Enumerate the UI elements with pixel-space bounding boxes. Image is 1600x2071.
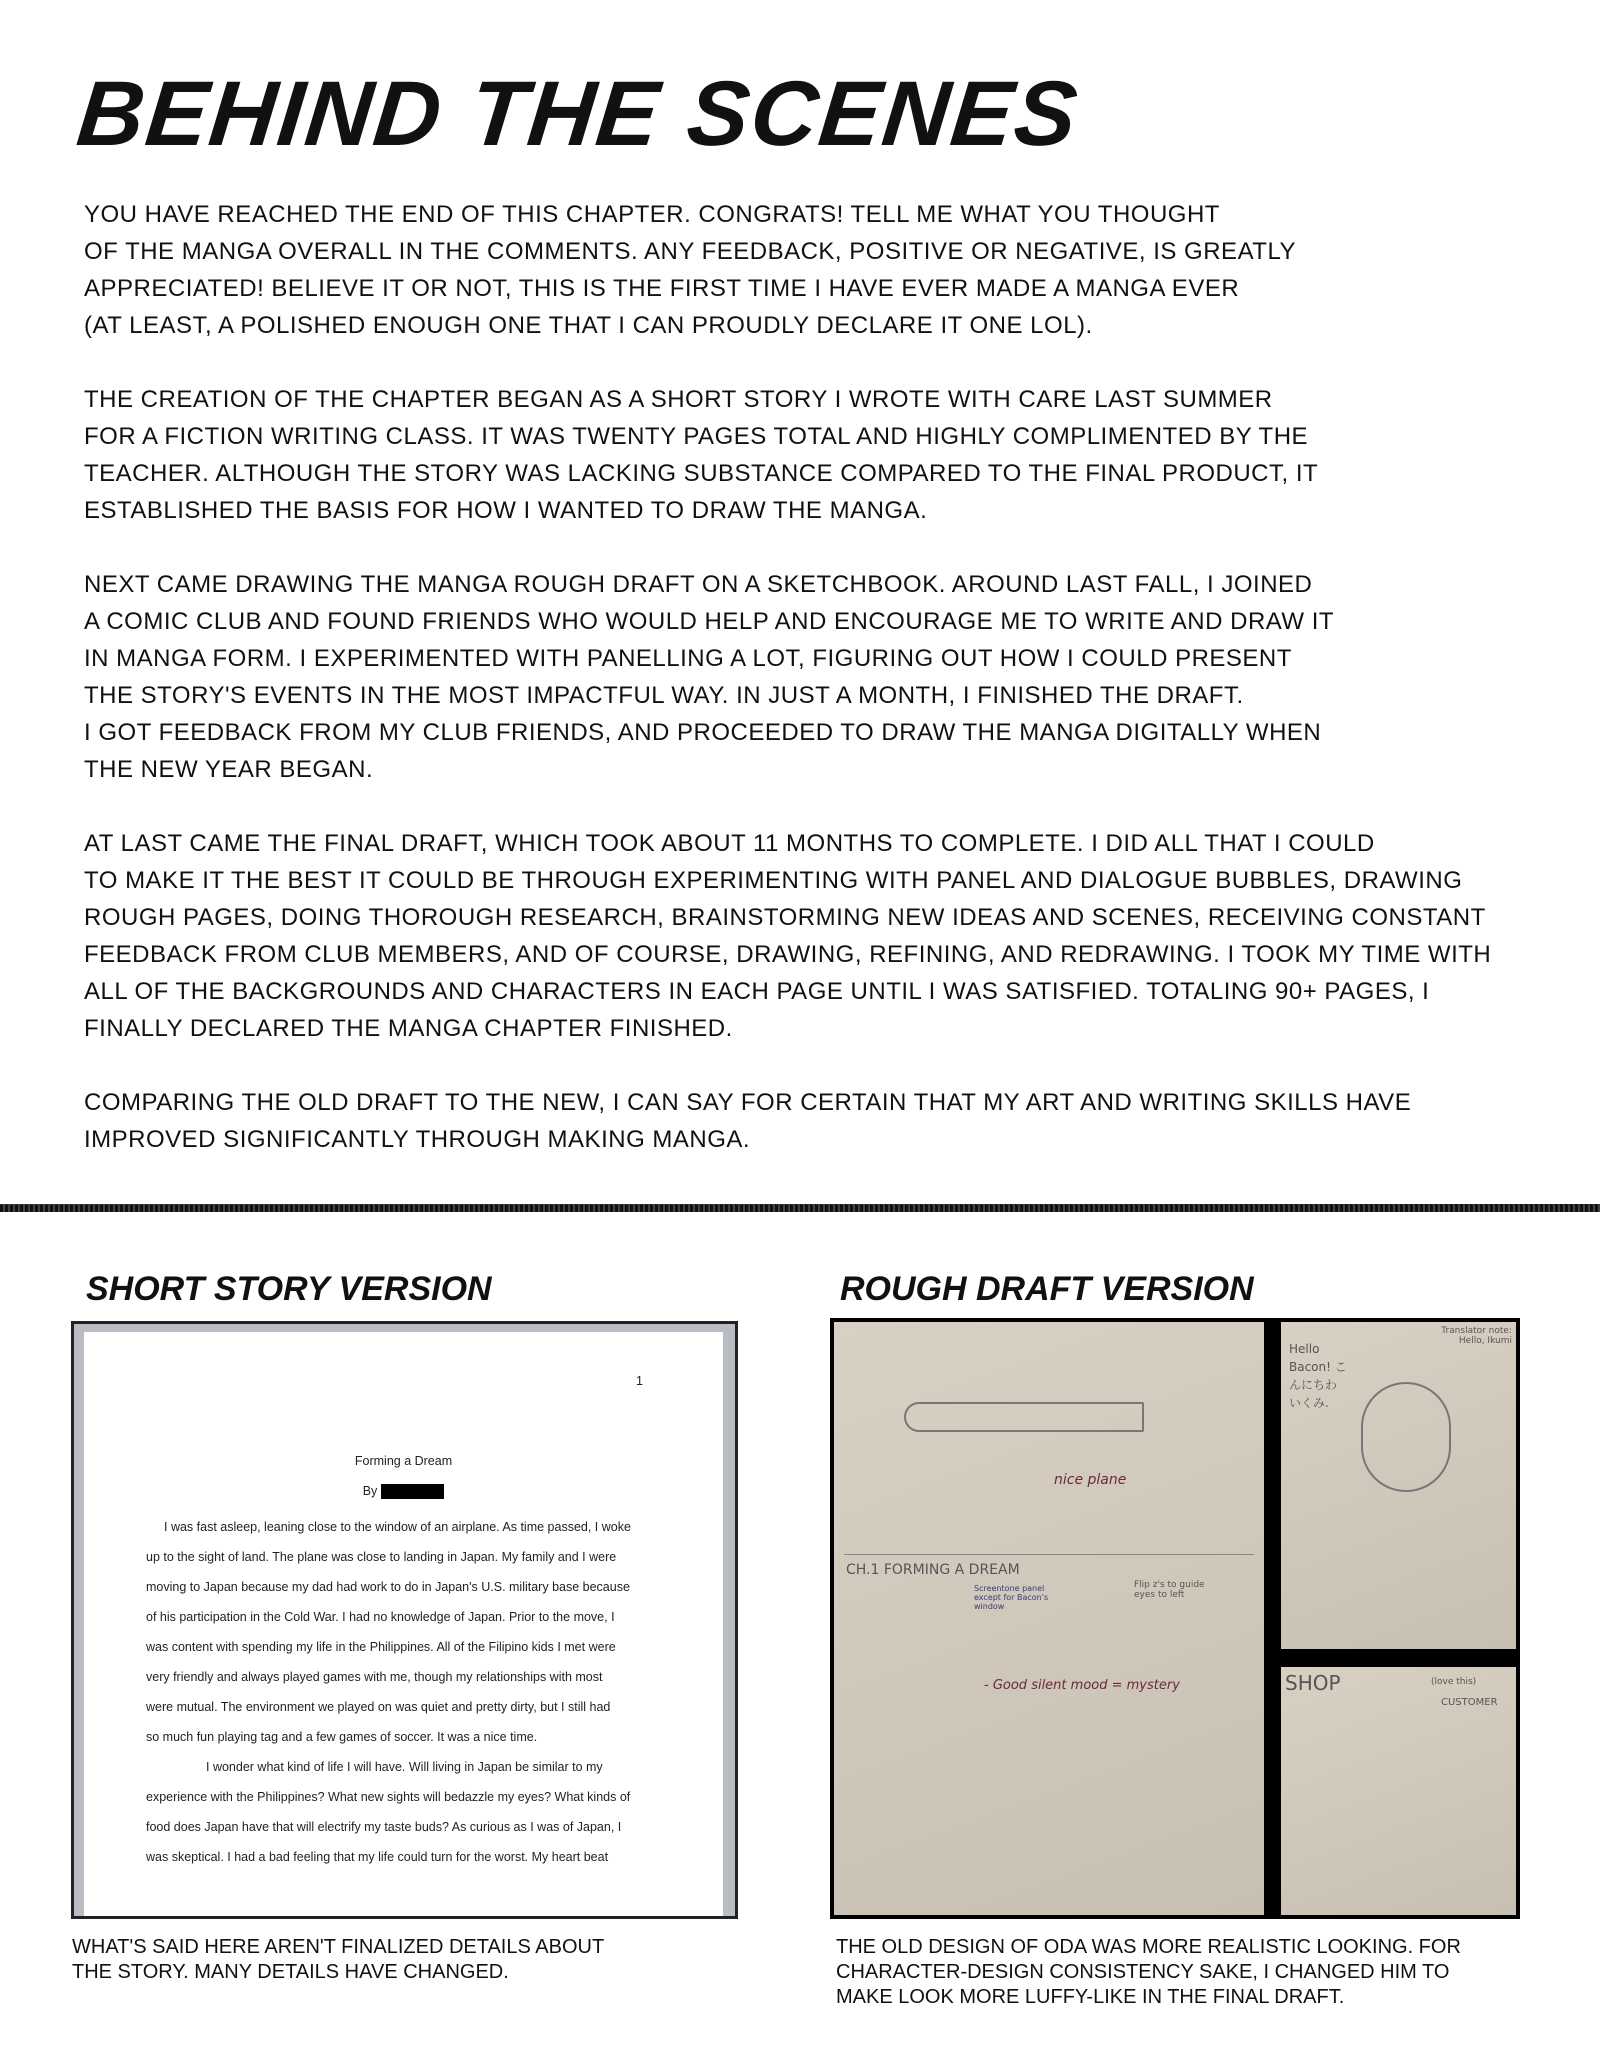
page-title: BEHIND THE SCENES (72, 63, 1084, 165)
rough-draft-image (830, 1318, 1520, 1919)
doc-line: I wonder what kind of life I will have. Will living in Japan be similar to my (206, 1760, 603, 1774)
redacted-name (381, 1484, 444, 1499)
note: - Good silent mood = mystery (984, 1678, 1180, 1693)
short-story-image (71, 1321, 738, 1919)
note: CH.1 FORMING A DREAM (846, 1562, 1020, 1578)
doc-line: up to the sight of land. The plane was close to landing in Japan. My family and I were (146, 1550, 617, 1564)
divider (0, 1204, 1600, 1212)
note: CUSTOMER (1441, 1697, 1498, 1708)
doc-text (146, 1512, 631, 1872)
doc-line: experience with the Philippines? What new sights will bedazzle my eyes? What kinds of (146, 1790, 631, 1804)
note: SHOP (1285, 1671, 1341, 1695)
doc-line: very friendly and always played games with me, though my relationships with most (146, 1670, 603, 1684)
note: nice plane (1054, 1472, 1127, 1488)
note: Translator note: Hello, Ikumi (1441, 1326, 1512, 1346)
doc-by: By (362, 1484, 378, 1498)
short-story-caption: WHAT'S SAID HERE AREN'T FINALIZED DETAILS ABOUT THE STORY. MANY DETAILS HAVE CHANGED. (72, 1936, 605, 1983)
sketch-page-left (834, 1322, 1264, 1915)
doc-title: Forming a Dream (354, 1454, 453, 1468)
doc-line: was skeptical. I had a bad feeling that my life could turn for the worst. My heart beat (146, 1850, 609, 1864)
short-story-heading: SHORT STORY VERSION (86, 1270, 492, 1308)
doc-line: was content with spending my life in the Philippines. All of the Filipino kids I met were (146, 1640, 616, 1654)
doc-line: so much fun playing tag and a few games of soccer. It was a nice time. (146, 1730, 538, 1744)
article-body (84, 196, 1544, 1195)
doc-line: of his participation in the Cold War. I had no knowledge of Japan. Prior to the move, I (146, 1610, 615, 1624)
page-number: 1 (636, 1374, 643, 1388)
sketch-panel-character (1281, 1322, 1516, 1649)
paragraph: NEXT CAME DRAWING THE MANGA ROUGH DRAFT ON A SKETCHBOOK. AROUND LAST FALL, I JOINED A COMIC CLUB AND FOUND FRIENDS WHO WOULD HELP AND ENCOURAGE ME TO WRITE AND DRAW IT IN MANGA FORM. I EXPERIMENTED WITH PANELLING A LOT, FIGURING OUT HOW I COULD PRESENT THE STORY'S EVENTS IN THE MOST IMPACTFUL WAY. IN JUST A MONTH, I FINISHED THE DRAFT. I GOT FEEDBACK FROM MY CLUB FRIENDS, AND PROCEEDED TO DRAW THE MANGA DIGITALLY WHEN THE NEW YEAR BEGAN. (84, 571, 1335, 783)
paragraph: COMPARING THE OLD DRAFT TO THE NEW, I CAN SAY FOR CERTAIN THAT MY ART AND WRITING SKILLS HAVE IMPROVED SIGNIFICANTLY THROUGH MAKING MANGA. (84, 1089, 1412, 1153)
rough-draft-heading: ROUGH DRAFT VERSION (840, 1270, 1254, 1308)
note: (love this) (1431, 1677, 1477, 1687)
doc-line: I was fast asleep, leaning close to the window of an airplane. As time passed, I woke (164, 1520, 631, 1534)
panel-border (844, 1554, 1254, 1555)
note: Flip z's to guide eyes to left (1134, 1580, 1205, 1600)
doc-line: were mutual. The environment we played on was quiet and pretty dirty, but I still had (146, 1700, 611, 1714)
rough-draft-caption: THE OLD DESIGN OF ODA WAS MORE REALISTIC LOOKING. FOR CHARACTER-DESIGN CONSISTENCY SAKE, I CHANGED HIM TO MAKE LOOK MORE LUFFY-LIKE IN THE FINAL DRAFT. (836, 1936, 1461, 2008)
note: Screentone panel except for Bacon's window (974, 1584, 1049, 1611)
paragraph: YOU HAVE REACHED THE END OF THIS CHAPTER. CONGRATS! TELL ME WHAT YOU THOUGHT OF THE MANGA OVERALL IN THE COMMENTS. ANY FEEDBACK, POSITIVE OR NEGATIVE, IS GREATLY APPRECIATED! BELIEVE IT OR NOT, THIS IS THE FIRST TIME I HAVE EVER MADE A MANGA EVER (AT LEAST, A POLISHED ENOUGH ONE THAT I CAN PROUDLY DECLARE IT ONE LOL). (84, 201, 1297, 339)
paragraph: THE CREATION OF THE CHAPTER BEGAN AS A SHORT STORY I WROTE WITH CARE LAST SUMMER FOR A FICTION WRITING CLASS. IT WAS TWENTY PAGES TOTAL AND HIGHLY COMPLIMENTED BY THE TEACHER. ALTHOUGH THE STORY WAS LACKING SUBSTANCE COMPARED TO THE FINAL PRODUCT, IT ESTABLISHED THE BASIS FOR HOW I WANTED TO DRAW THE MANGA. (84, 386, 1319, 524)
speech-bubble: Hello Bacon! こんにちわ いくみ. (1289, 1342, 1347, 1410)
sketch-panel-shop (1281, 1667, 1516, 1915)
doc-line: moving to Japan because my dad had work to do in Japan's U.S. military base because (146, 1580, 630, 1594)
airplane-sketch (904, 1402, 1144, 1432)
character-face (1361, 1382, 1451, 1492)
paragraph: AT LAST CAME THE FINAL DRAFT, WHICH TOOK ABOUT 11 MONTHS TO COMPLETE. I DID ALL THAT I COULD TO MAKE IT THE BEST IT COULD BE THROUGH EXPERIMENTING WITH PANEL AND DIALOGUE BUBBLES, DRAWING ROUGH PAGES, DOING THOROUGH RESEARCH, BRAINSTORMING NEW IDEAS AND SCENES, RECEIVING CONSTANT FEEDBACK FROM CLUB MEMBERS, AND OF COURSE, DRAWING, REFINING, AND REDRAWING. I TOOK MY TIME WITH ALL OF THE BACKGROUNDS AND CHARACTERS IN EACH PAGE UNTIL I WAS SATISFIED. TOTALING 90+ PAGES, I FINALLY DECLARED THE MANGA CHAPTER FINISHED. (84, 830, 1492, 1042)
doc-line: food does Japan have that will electrify my taste buds? As curious as I was of Japan, I (146, 1820, 622, 1834)
